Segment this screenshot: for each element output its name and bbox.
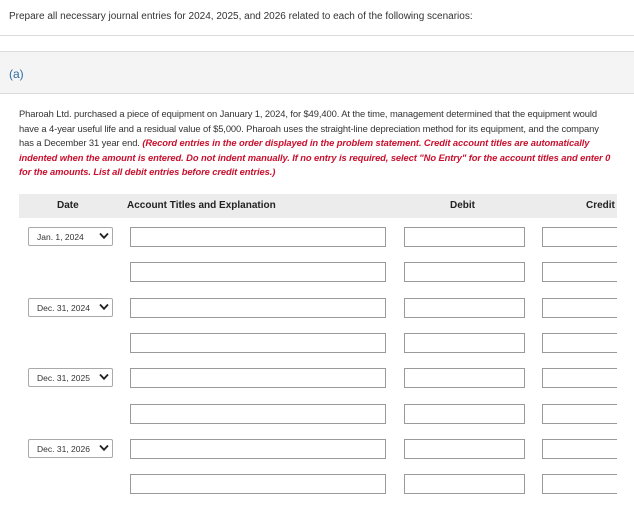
account-title-input[interactable] bbox=[130, 262, 386, 282]
debit-input[interactable] bbox=[404, 439, 525, 459]
problem-text: Pharoah Ltd. purchased a piece of equipment on January 1, 2024, for $49,400. At the time, management determined that the equipment would have a 4-year useful life and a residual value of $5,000. Pharoah uses the straight-line depreciation method for its equipment, and the company has a December 31 year end. bbox=[19, 108, 599, 148]
instructions-text: Prepare all necessary journal entries for 2024, 2025, and 2026 related to each of the following scenarios: bbox=[9, 11, 473, 22]
part-label: (a) bbox=[9, 67, 24, 81]
date-select-value: Dec. 31, 2025 bbox=[37, 373, 90, 383]
debit-column-header: Debit bbox=[450, 200, 475, 211]
chevron-down-icon bbox=[99, 232, 109, 240]
credit-input[interactable] bbox=[542, 262, 622, 282]
credit-input[interactable] bbox=[542, 333, 622, 353]
account-title-input[interactable] bbox=[130, 404, 386, 424]
divider bbox=[0, 35, 634, 36]
credit-input[interactable] bbox=[542, 404, 622, 424]
account-title-input[interactable] bbox=[130, 439, 386, 459]
debit-input[interactable] bbox=[404, 227, 525, 247]
debit-input[interactable] bbox=[404, 262, 525, 282]
debit-input[interactable] bbox=[404, 404, 525, 424]
date-select[interactable] bbox=[28, 368, 113, 387]
account-column-header: Account Titles and Explanation bbox=[127, 200, 276, 211]
credit-input[interactable] bbox=[542, 227, 622, 247]
account-title-input[interactable] bbox=[130, 298, 386, 318]
credit-input[interactable] bbox=[542, 439, 622, 459]
part-header bbox=[0, 51, 634, 94]
debit-input[interactable] bbox=[404, 333, 525, 353]
debit-input[interactable] bbox=[404, 368, 525, 388]
chevron-down-icon bbox=[99, 373, 109, 381]
table-header bbox=[19, 194, 617, 218]
credit-column-header: Credit bbox=[586, 200, 615, 211]
chevron-down-icon bbox=[99, 303, 109, 311]
account-title-input[interactable] bbox=[130, 368, 386, 388]
account-title-input[interactable] bbox=[130, 333, 386, 353]
debit-input[interactable] bbox=[404, 298, 525, 318]
credit-input[interactable] bbox=[542, 298, 622, 318]
problem-note: (Record entries in the order displayed in the problem statement. Credit account titles are automatically indented when the amount is entered. Do not indent manually. If no entry is required, select "No Entry" for the account titles and enter 0 for the amounts. List all debit entries before credit entries.) bbox=[19, 137, 611, 177]
date-select[interactable] bbox=[28, 227, 113, 246]
date-column-header: Date bbox=[57, 200, 79, 211]
account-title-input[interactable] bbox=[130, 227, 386, 247]
credit-input[interactable] bbox=[542, 474, 622, 494]
date-select[interactable] bbox=[28, 439, 113, 458]
credit-input[interactable] bbox=[542, 368, 622, 388]
date-select[interactable] bbox=[28, 298, 113, 317]
chevron-down-icon bbox=[99, 444, 109, 452]
debit-input[interactable] bbox=[404, 474, 525, 494]
problem-statement bbox=[19, 107, 615, 180]
account-title-input[interactable] bbox=[130, 474, 386, 494]
date-select-value: Jan. 1, 2024 bbox=[37, 232, 84, 242]
table-clip-edge bbox=[617, 190, 634, 516]
date-select-value: Dec. 31, 2026 bbox=[37, 444, 90, 454]
date-select-value: Dec. 31, 2024 bbox=[37, 303, 90, 313]
